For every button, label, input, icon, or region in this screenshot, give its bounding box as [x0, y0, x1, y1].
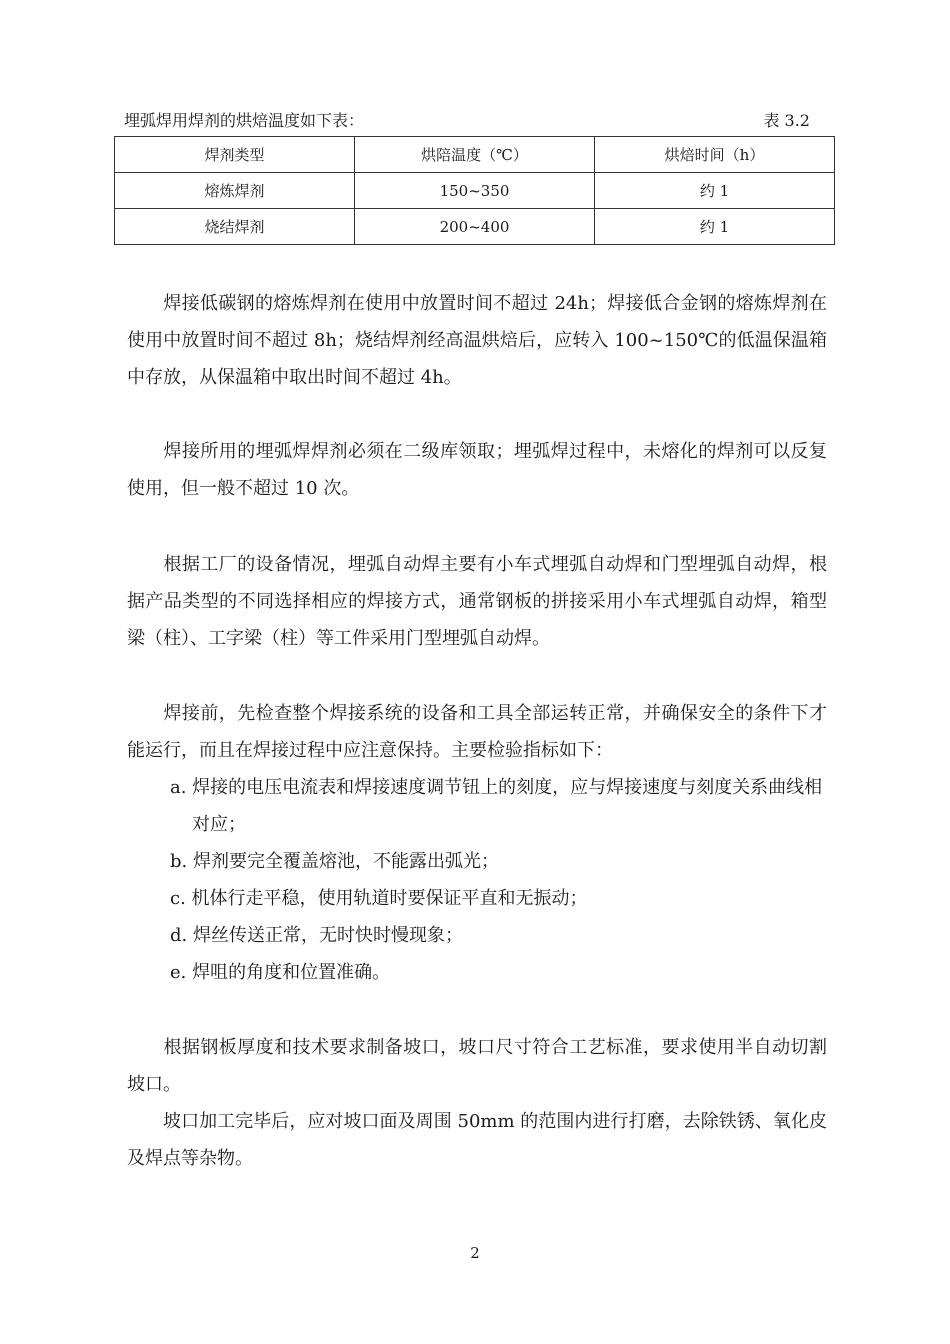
table-cell: 熔炼焊剂 — [115, 173, 355, 209]
list-item: b. 焊剂要完全覆盖熔池，不能露出弧光； — [170, 851, 499, 872]
table-caption — [124, 108, 810, 134]
page-number: 2 — [470, 1244, 480, 1262]
list-item: a. 焊接的电压电流表和焊接速度调节钮上的刻度，应与焊接速度与刻度关系曲线相对应； — [170, 777, 823, 835]
paragraph-groove-prep: 根据钢板厚度和技术要求制备坡口，坡口尺寸符合工艺标准，要求使用半自动切割坡口。 — [127, 1037, 827, 1095]
table-caption-text: 埋弧焊用焊剂的烘焙温度如下表： — [124, 111, 365, 130]
table-row — [115, 209, 835, 245]
header-flux-type: 焊剂类型 — [115, 137, 355, 173]
paragraph-equipment: 根据工厂的设备情况，埋弧自动焊主要有小车式埋弧自动焊和门型埋弧自动焊，根据产品类型的不同选择相应的焊接方式，通常钢板的拼接采用小车式埋弧自动焊，箱型梁（柱）、工字梁（柱）等工件采用门型埋弧自动焊。 — [127, 554, 827, 649]
inspection-checklist — [170, 769, 830, 991]
table-number: 表 3.2 — [763, 111, 810, 130]
table-cell: 约 1 — [595, 209, 835, 245]
header-bake-temp: 烘陪温度（℃） — [355, 137, 595, 173]
table-row — [115, 173, 835, 209]
paragraph-flux-storage: 焊接低碳钢的熔炼焊剂在使用中放置时间不超过 24h；焊接低合金钢的熔炼焊剂在使用中放置时间不超过 8h；烧结焊剂经高温烘焙后，应转入 100~150℃的低温保温箱中存放，从保温箱中取出时间不超过 4h。 — [127, 293, 827, 388]
baking-table — [114, 136, 835, 245]
table-cell: 150~350 — [355, 173, 595, 209]
list-item: e. 焊咀的角度和位置准确。 — [170, 962, 391, 983]
table-cell: 200~400 — [355, 209, 595, 245]
table-cell: 约 1 — [595, 173, 835, 209]
table-header-row — [115, 137, 835, 173]
table-cell: 烧结焊剂 — [115, 209, 355, 245]
list-item: d. 焊丝传送正常，无时快时慢现象； — [170, 925, 463, 946]
paragraph-pre-weld-check: 焊接前，先检查整个焊接系统的设备和工具全部运转正常，并确保安全的条件下才能运行，而且在焊接过程中应注意保持。主要检验指标如下： — [127, 703, 827, 761]
paragraph-groove-cleaning: 坡口加工完毕后，应对坡口面及周围 50mm 的范围内进行打磨，去除铁锈、氧化皮及焊点等杂物。 — [127, 1111, 827, 1169]
paragraph-flux-reuse: 焊接所用的埋弧焊焊剂必须在二级库领取；埋弧焊过程中，未熔化的焊剂可以反复使用，但一般不超过 10 次。 — [127, 441, 827, 499]
list-item: c. 机体行走平稳，使用轨道时要保证平直和无振动； — [170, 888, 588, 909]
header-bake-time: 烘焙时间（h） — [595, 137, 835, 173]
